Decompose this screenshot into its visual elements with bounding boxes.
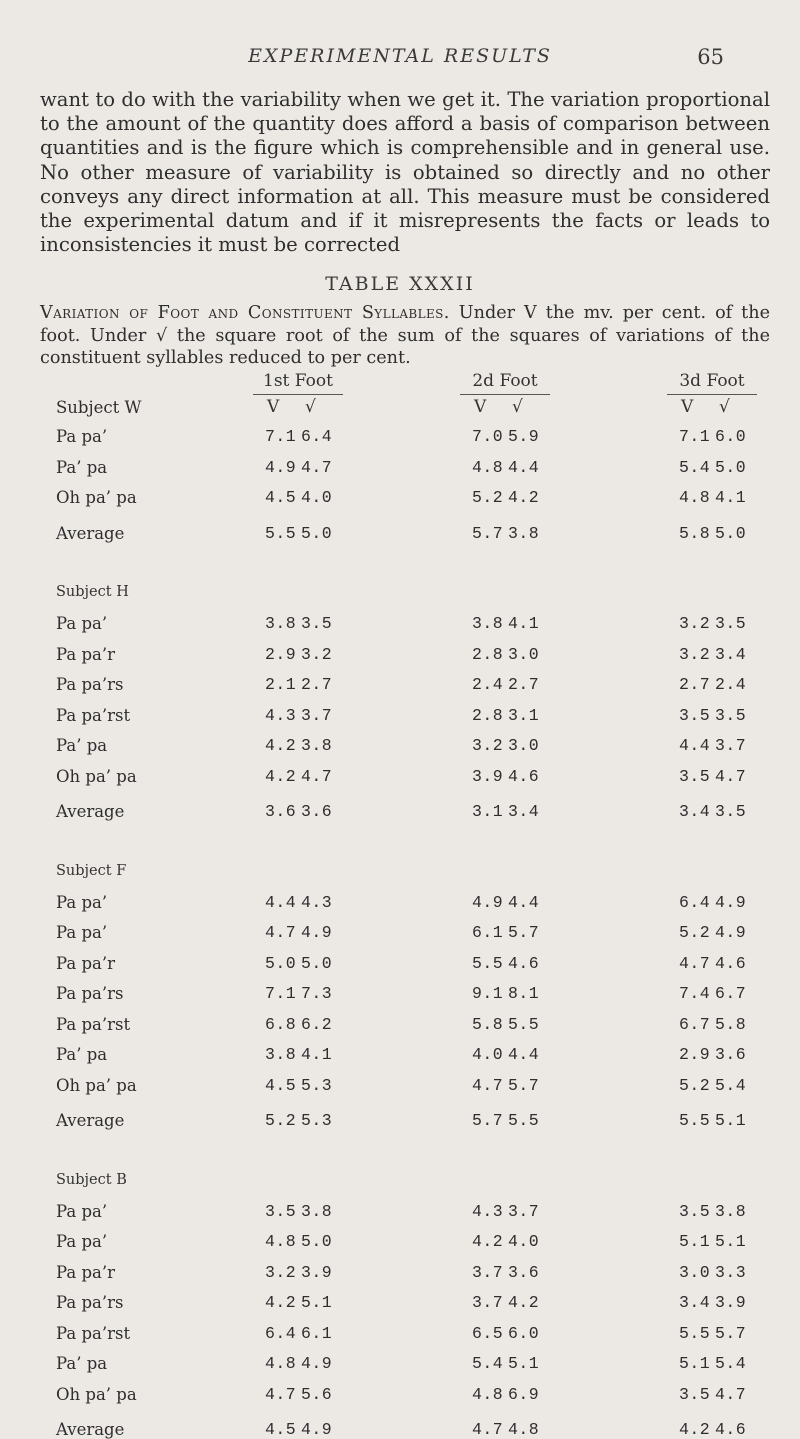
table-cell: 4.7: [472, 1420, 504, 1439]
row-label: Pa pa’r: [56, 953, 115, 973]
table-cell: 5.7: [508, 923, 540, 942]
table-cell: 4.7: [265, 923, 297, 942]
table-cell: 4.0: [301, 488, 333, 507]
table-cell: 4.2: [508, 1293, 540, 1312]
table-cell: 4.1: [508, 614, 540, 633]
row-label: Average: [56, 802, 125, 821]
table-cell: 7.1: [265, 427, 297, 446]
subject-heading: Subject H: [56, 584, 129, 600]
table-cell: 4.8: [508, 1420, 540, 1439]
row-label: Pa pa’r: [56, 1262, 115, 1282]
table-cell: 5.4: [715, 1075, 747, 1095]
table-cell: 5.0: [265, 953, 297, 973]
table-cell: 4.9: [301, 1420, 333, 1439]
table-cell: 3.0: [679, 1262, 711, 1282]
row-label: Pa’ pa: [56, 736, 108, 755]
table-cell: 3.5: [679, 766, 711, 786]
table-cell: 3.5: [679, 1201, 711, 1221]
table-cell: 4.9: [301, 923, 333, 942]
table-cell: 3.7: [472, 1262, 504, 1282]
table-cell: 5.8: [715, 1014, 747, 1034]
table-cell: 4.8: [265, 1232, 297, 1251]
table-cell: 6.8: [265, 1014, 297, 1034]
subheader-sqrt: √: [512, 397, 523, 417]
table-cell: 3.5: [715, 614, 747, 633]
table-cell: 6.7: [715, 984, 747, 1003]
column-header: 2d Foot: [472, 371, 538, 391]
subheader-v: V: [474, 397, 487, 417]
table-cell: 5.5: [265, 523, 297, 543]
table-cell: 5.1: [301, 1293, 333, 1312]
page-number: 65: [697, 45, 724, 69]
table-cell: 5.3: [301, 1111, 333, 1130]
row-label: Pa pa’: [56, 923, 108, 942]
caption-lead: Variation of Foot and Constituent Syllables.: [40, 303, 450, 323]
table-cell: 4.8: [472, 457, 504, 477]
table-cell: 4.4: [679, 736, 711, 755]
table-cell: 5.0: [715, 457, 747, 477]
table-cell: 5.6: [301, 1384, 333, 1404]
table-cell: 3.2: [265, 1262, 297, 1282]
table-cell: 4.7: [265, 1384, 297, 1404]
subheader-sqrt: √: [719, 397, 730, 417]
row-label: Pa pa’rs: [56, 675, 124, 694]
table-cell: 5.4: [679, 457, 711, 477]
table-cell: 3.5: [679, 1384, 711, 1404]
table-cell: 7.1: [679, 427, 711, 446]
table-cell: 7.0: [472, 427, 504, 446]
table-cell: 3.4: [508, 802, 540, 821]
row-label: Pa pa’: [56, 614, 108, 633]
table-cell: 5.7: [508, 1075, 540, 1095]
table-cell: 5.5: [508, 1111, 540, 1130]
table-cell: 4.4: [508, 457, 540, 477]
table-cell: 4.9: [265, 457, 297, 477]
table-cell: 6.0: [715, 427, 747, 446]
table-cell: 3.5: [679, 705, 711, 725]
column-header: 1st Foot: [263, 371, 333, 391]
row-label: Pa pa’rs: [56, 984, 124, 1003]
table-cell: 4.7: [715, 766, 747, 786]
table-cell: 3.6: [301, 802, 333, 821]
table-title: TABLE XXXII: [325, 273, 475, 295]
table-cell: 4.6: [508, 953, 540, 973]
table-cell: 4.2: [508, 488, 540, 507]
table-cell: 6.9: [508, 1384, 540, 1404]
table-cell: 8.1: [508, 984, 540, 1003]
table-cell: 6.2: [301, 1014, 333, 1034]
table-cell: 2.8: [472, 705, 504, 725]
table-cell: 6.5: [472, 1323, 504, 1343]
table-cell: 6.0: [508, 1323, 540, 1343]
row-label: Oh pa’ pa: [56, 1075, 137, 1095]
table-cell: 2.8: [472, 644, 504, 664]
table-cell: 2.7: [301, 675, 333, 694]
table-cell: 3.7: [715, 736, 747, 755]
table-caption: [40, 302, 770, 370]
table-cell: 3.0: [508, 644, 540, 664]
table-cell: 5.7: [472, 1111, 504, 1130]
table-cell: 4.9: [715, 892, 747, 912]
table-cell: 3.1: [472, 802, 504, 821]
table-cell: 3.2: [679, 644, 711, 664]
column-header: 3d Foot: [679, 371, 745, 391]
table-cell: 3.4: [679, 802, 711, 821]
table-cell: 4.9: [301, 1354, 333, 1373]
table-cell: 5.5: [679, 1323, 711, 1343]
table-cell: 3.5: [265, 1201, 297, 1221]
table-cell: 2.1: [265, 675, 297, 694]
table-cell: 5.2: [679, 923, 711, 942]
table-cell: 3.2: [472, 736, 504, 755]
table-cell: 5.7: [472, 523, 504, 543]
table-cell: 3.2: [679, 614, 711, 633]
row-label: Pa’ pa: [56, 1045, 108, 1064]
table-cell: 4.7: [715, 1384, 747, 1404]
table-cell: 4.1: [715, 488, 747, 507]
table-cell: 4.3: [301, 892, 333, 912]
table-cell: 3.5: [715, 802, 747, 821]
table-cell: 4.4: [508, 892, 540, 912]
table-cell: 5.5: [508, 1014, 540, 1034]
table-cell: 4.4: [265, 892, 297, 912]
table-cell: 5.8: [472, 1014, 504, 1034]
table-cell: 5.2: [265, 1111, 297, 1130]
table-cell: 4.0: [508, 1232, 540, 1251]
table-cell: 4.5: [265, 1075, 297, 1095]
running-head: [0, 45, 800, 71]
table-cell: 4.6: [508, 766, 540, 786]
subheader-sqrt: √: [305, 397, 316, 417]
table-cell: 4.7: [301, 457, 333, 477]
table-cell: 7.3: [301, 984, 333, 1003]
table-cell: 5.0: [301, 1232, 333, 1251]
table-cell: 3.3: [715, 1262, 747, 1282]
table-cell: 4.6: [715, 1420, 747, 1439]
table-cell: 4.2: [265, 766, 297, 786]
table-cell: 5.4: [472, 1354, 504, 1373]
table-cell: 3.7: [508, 1201, 540, 1221]
row-label: Pa pa’rst: [56, 1014, 131, 1034]
table-cell: 3.8: [265, 614, 297, 633]
table-cell: 4.2: [472, 1232, 504, 1251]
table-cell: 7.1: [265, 984, 297, 1003]
table-cell: 6.7: [679, 1014, 711, 1034]
row-label: Pa pa’rst: [56, 705, 131, 725]
table-cell: 3.5: [715, 705, 747, 725]
table-cell: 4.2: [265, 736, 297, 755]
table-cell: 3.6: [715, 1045, 747, 1064]
table-cell: 5.4: [715, 1354, 747, 1373]
caption-rest: Under V the mv. per cent. of the foot. Under √ the square root of the sum of the squares of variations of the constituent syllables reduced to per cent.: [40, 303, 770, 369]
table-cell: 3.9: [715, 1293, 747, 1312]
table-cell: 5.0: [715, 523, 747, 543]
table-cell: 5.9: [508, 427, 540, 446]
table-cell: 3.2: [301, 644, 333, 664]
row-label: Pa pa’rst: [56, 1323, 131, 1343]
table-cell: 4.8: [679, 488, 711, 507]
table-cell: 5.5: [472, 953, 504, 973]
column-header-rule: [667, 394, 757, 395]
table-cell: 4.7: [472, 1075, 504, 1095]
table-cell: 3.8: [301, 1201, 333, 1221]
table-cell: 2.4: [472, 675, 504, 694]
body-paragraph: want to do with the variability when we get it. The variation proportional to the amount of the quantity does afford a basis of comparison between quantities and is the figure which is comprehensible and in general use. No other measure of variability is obtained so directly and no other conveys any direct information at all. This measure must be considered the experimental datum and if it misrepresents the facts or leads to inconsistencies it must be corrected: [40, 88, 770, 257]
row-label: Subject W: [56, 398, 142, 417]
table-cell: 5.1: [679, 1232, 711, 1251]
table-cell: 4.0: [472, 1045, 504, 1064]
table-cell: 6.1: [472, 923, 504, 942]
row-label: Pa pa’rs: [56, 1293, 124, 1312]
table-cell: 2.7: [508, 675, 540, 694]
table-cell: 6.4: [679, 892, 711, 912]
table-cell: 4.6: [715, 953, 747, 973]
table-cell: 7.4: [679, 984, 711, 1003]
table-cell: 4.3: [265, 705, 297, 725]
table-cell: 2.9: [265, 644, 297, 664]
table-cell: 5.5: [679, 1111, 711, 1130]
row-label: Pa’ pa: [56, 457, 108, 477]
table-cell: 3.7: [301, 705, 333, 725]
table-cell: 2.4: [715, 675, 747, 694]
row-label: Pa pa’: [56, 427, 108, 446]
table-cell: 4.8: [472, 1384, 504, 1404]
subject-heading: Subject B: [56, 1171, 127, 1188]
row-label: Average: [56, 1111, 125, 1130]
table-cell: 4.2: [265, 1293, 297, 1312]
row-label: Pa’ pa: [56, 1354, 108, 1373]
table-cell: 3.8: [265, 1045, 297, 1064]
table-cell: 4.7: [301, 766, 333, 786]
table-cell: 4.9: [472, 892, 504, 912]
table-cell: 3.8: [301, 736, 333, 755]
table-cell: 5.1: [715, 1111, 747, 1130]
table-cell: 4.9: [715, 923, 747, 942]
table-cell: 3.8: [508, 523, 540, 543]
table-cell: 5.2: [679, 1075, 711, 1095]
table-cell: 4.2: [679, 1420, 711, 1439]
table-cell: 2.9: [679, 1045, 711, 1064]
table-cell: 4.3: [472, 1201, 504, 1221]
table-cell: 3.9: [301, 1262, 333, 1282]
row-label: Pa pa’: [56, 892, 108, 912]
table-cell: 6.1: [301, 1323, 333, 1343]
table-cell: 5.8: [679, 523, 711, 543]
row-label: Pa pa’: [56, 1232, 108, 1251]
row-label: Oh pa’ pa: [56, 1384, 137, 1404]
subject-heading: Subject F: [56, 862, 127, 879]
table-cell: 4.7: [679, 953, 711, 973]
table-cell: 3.6: [265, 802, 297, 821]
table-cell: 5.3: [301, 1075, 333, 1095]
table-cell: 5.1: [679, 1354, 711, 1373]
row-label: Oh pa’ pa: [56, 766, 137, 786]
table-cell: 5.0: [301, 523, 333, 543]
table-cell: 5.7: [715, 1323, 747, 1343]
row-label: Average: [56, 1420, 125, 1439]
table-cell: 3.8: [715, 1201, 747, 1221]
table-cell: 4.4: [508, 1045, 540, 1064]
table-cell: 3.8: [472, 614, 504, 633]
table-cell: 4.5: [265, 488, 297, 507]
table-cell: 6.4: [265, 1323, 297, 1343]
table-cell: 3.5: [301, 614, 333, 633]
table-cell: 9.1: [472, 984, 504, 1003]
column-header-rule: [460, 394, 550, 395]
row-label: Pa pa’: [56, 1201, 108, 1221]
row-label: Oh pa’ pa: [56, 488, 137, 507]
subheader-v: V: [267, 397, 280, 417]
table-cell: 5.0: [301, 953, 333, 973]
column-header-rule: [253, 394, 343, 395]
table-cell: 6.4: [301, 427, 333, 446]
row-label: Pa pa’r: [56, 644, 115, 664]
table-cell: 2.7: [679, 675, 711, 694]
table-cell: 5.2: [472, 488, 504, 507]
table-cell: 3.9: [472, 766, 504, 786]
table-cell: 4.8: [265, 1354, 297, 1373]
table-cell: 5.1: [715, 1232, 747, 1251]
running-title: EXPERIMENTAL RESULTS: [248, 45, 552, 67]
table-cell: 5.1: [508, 1354, 540, 1373]
table-cell: 3.4: [715, 644, 747, 664]
table-cell: 3.4: [679, 1293, 711, 1312]
row-label: Average: [56, 523, 125, 543]
table-cell: 3.1: [508, 705, 540, 725]
table-cell: 3.6: [508, 1262, 540, 1282]
table-cell: 4.5: [265, 1420, 297, 1439]
table-cell: 3.0: [508, 736, 540, 755]
table-cell: 3.7: [472, 1293, 504, 1312]
table-cell: 4.1: [301, 1045, 333, 1064]
subheader-v: V: [681, 397, 694, 417]
